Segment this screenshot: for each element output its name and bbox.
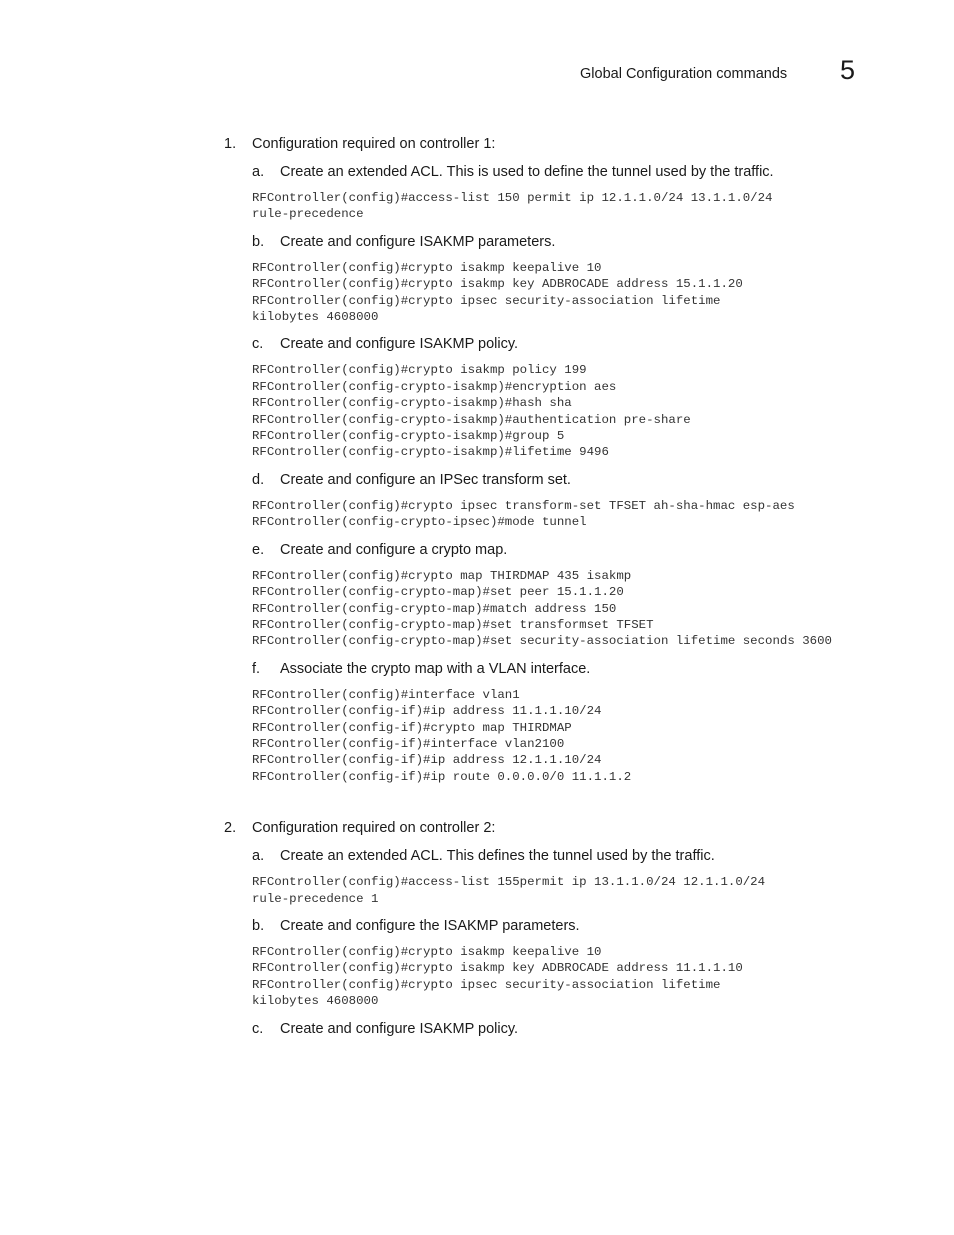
- substep-1c: [252, 335, 892, 353]
- code-block: RFController(config)#interface vlan1 RFController(config-if)#ip address 11.1.1.10/24 RFController(config-if)#crypto map THIRDMAP RFController(config-if)#interface vlan2100 RFController(config-if)#ip address 12.1.1.10/24 RFController(config-if)#ip route 0.0.0.0/0 11.1.1.2: [252, 687, 632, 784]
- substep-letter: e.: [252, 541, 265, 558]
- substep-text: Associate the crypto map with a VLAN interface.: [280, 660, 591, 677]
- substep-text: Create an extended ACL. This is used to define the tunnel used by the traffic.: [280, 164, 774, 180]
- substep-1d: [252, 471, 892, 489]
- substep-letter: f.: [252, 660, 261, 677]
- code-block: RFController(config)#crypto isakmp policy 199 RFController(config-crypto-isakmp)#encryption aes RFController(config-crypto-isakmp)#hash sha RFController(config-crypto-isakmp)#authentication pre-share RFController(config-crypto-isakmp)#group 5 RFController(config-crypto-isakmp)#lifetime 9496: [252, 363, 691, 460]
- code-block: RFController(config)#crypto ipsec transform-set TFSET ah-sha-hmac esp-aes RFController(config-crypto-ipsec)#mode tunnel: [252, 498, 795, 530]
- code-block: RFController(config)#crypto map THIRDMAP 435 isakmp RFController(config-crypto-map)#set peer 15.1.1.20 RFController(config-crypto-map)#match address 150 RFController(config-crypto-map)#set transformset TFSET RFController(config-crypto-map)#set security-association lifetime seconds 3600: [252, 568, 832, 649]
- substep-1b: [252, 233, 892, 251]
- substep-2a: [252, 847, 892, 865]
- substep-text: Create and configure ISAKMP parameters.: [280, 233, 556, 250]
- substep-2b: [252, 917, 892, 935]
- code-block: RFController(config)#crypto isakmp keepalive 10 RFController(config)#crypto isakmp key ADBROCADE address 15.1.1.20 RFController(config)#crypto ipsec security-association lifetime kilobytes 4608000: [252, 260, 743, 325]
- section-title: Global Configuration commands: [580, 66, 788, 82]
- substep-letter: b.: [252, 917, 265, 934]
- step-text: Configuration required on controller 2:: [252, 820, 496, 837]
- step-1: [224, 135, 892, 785]
- chapter-number: 5: [840, 55, 856, 85]
- substep-text: Create and configure the ISAKMP parameters.: [280, 917, 580, 934]
- substep-letter: a.: [252, 164, 265, 180]
- substep-letter: a.: [252, 848, 265, 865]
- substep-1e: [252, 541, 892, 559]
- document-body: [0, 135, 954, 1038]
- code-block: RFController(config)#access-list 155permit ip 13.1.1.0/24 12.1.1.0/24 rule-precedence 1: [252, 875, 766, 906]
- substep-letter: c.: [252, 1020, 264, 1037]
- step-number: 1.: [224, 136, 237, 152]
- substep-2c: [252, 1020, 892, 1038]
- substep-text: Create an extended ACL. This defines the tunnel used by the traffic.: [280, 848, 715, 865]
- substep-1f: [252, 660, 892, 678]
- code-block: RFController(config)#crypto isakmp keepalive 10 RFController(config)#crypto isakmp key ADBROCADE address 11.1.1.10 RFController(config)#crypto ipsec security-association lifetime kilobytes 4608000: [252, 944, 743, 1009]
- substep-text: Create and configure a crypto map.: [280, 541, 508, 558]
- substep-letter: b.: [252, 233, 265, 250]
- substep-letter: c.: [252, 336, 264, 353]
- substep-1a: [252, 163, 892, 181]
- substep-text: Create and configure ISAKMP policy.: [280, 336, 519, 353]
- substep-text: Create and configure ISAKMP policy.: [280, 1020, 519, 1037]
- step-2: [224, 819, 892, 1037]
- substep-letter: d.: [252, 471, 265, 488]
- substep-text: Create and configure an IPSec transform set.: [280, 471, 571, 488]
- step-text: Configuration required on controller 1:: [252, 136, 496, 152]
- step-number: 2.: [224, 820, 237, 837]
- code-block: RFController(config)#access-list 150 permit ip 12.1.1.0/24 13.1.1.0/24 rule-precedence: [252, 191, 773, 222]
